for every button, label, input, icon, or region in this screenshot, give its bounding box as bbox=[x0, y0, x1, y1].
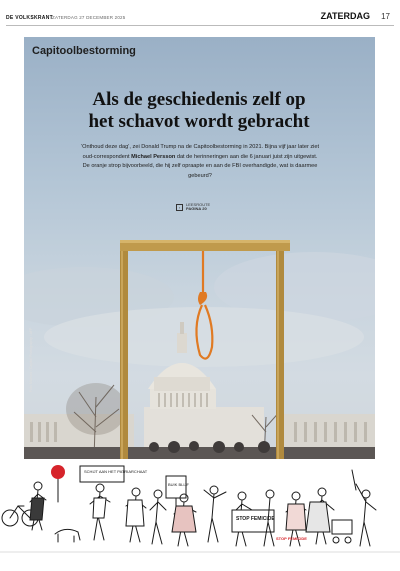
photo-credit: Foto Mathias / Capitol Photography / AFP bbox=[29, 327, 33, 392]
headline-line-2: het schavot wordt gebracht bbox=[88, 111, 310, 132]
section-label: Capitoolbestorming bbox=[32, 45, 136, 57]
sign-3-text: STOP FEMICIDE bbox=[236, 516, 275, 522]
issue-date: ZATERDAG 27 DECEMBER 2025 bbox=[52, 15, 126, 20]
sign-1-text: SCHIJT AAN HET PATRIARCHAAT bbox=[84, 469, 148, 474]
reference-page: PAGINA 20 bbox=[186, 206, 207, 211]
arrow-icon: › bbox=[176, 204, 183, 211]
day-label: ZATERDAG bbox=[320, 11, 370, 21]
protest-drawing bbox=[0, 460, 400, 571]
masthead bbox=[0, 0, 400, 30]
page-reference bbox=[176, 202, 210, 212]
intro-paragraph bbox=[80, 143, 320, 181]
protest-illustration bbox=[0, 460, 400, 571]
page-number: 17 bbox=[381, 12, 390, 21]
cover-photo bbox=[24, 37, 375, 459]
headline bbox=[64, 89, 334, 133]
headline-line-1: Als de geschiedenis zelf op bbox=[92, 89, 306, 110]
intro-author: Michael Persson bbox=[131, 153, 176, 160]
intro-text-1: ‘Onthoud deze dag’, zei Donald Trump na de Capitoolbestorming in 2021. Bijna vijf jaar later ziet oud-correspondent bbox=[80, 144, 320, 160]
header-rule bbox=[6, 25, 394, 26]
sign-4-text: STOP FEMICIDE bbox=[276, 536, 307, 541]
sign-2-text: BUIK BLIJF bbox=[168, 482, 189, 487]
intro-text-2: dat de herinneringen aan die 6 januari juist zijn uitgewist. De oranje strop bijvoorbeeld, die hij zelf opraapte en aan de FBI overhandigde, wat is daarmee gebeurd? bbox=[82, 153, 318, 179]
newspaper-name: DE VOLKSKRANT bbox=[6, 15, 53, 21]
reference-label: LEESROUTE bbox=[186, 201, 211, 207]
